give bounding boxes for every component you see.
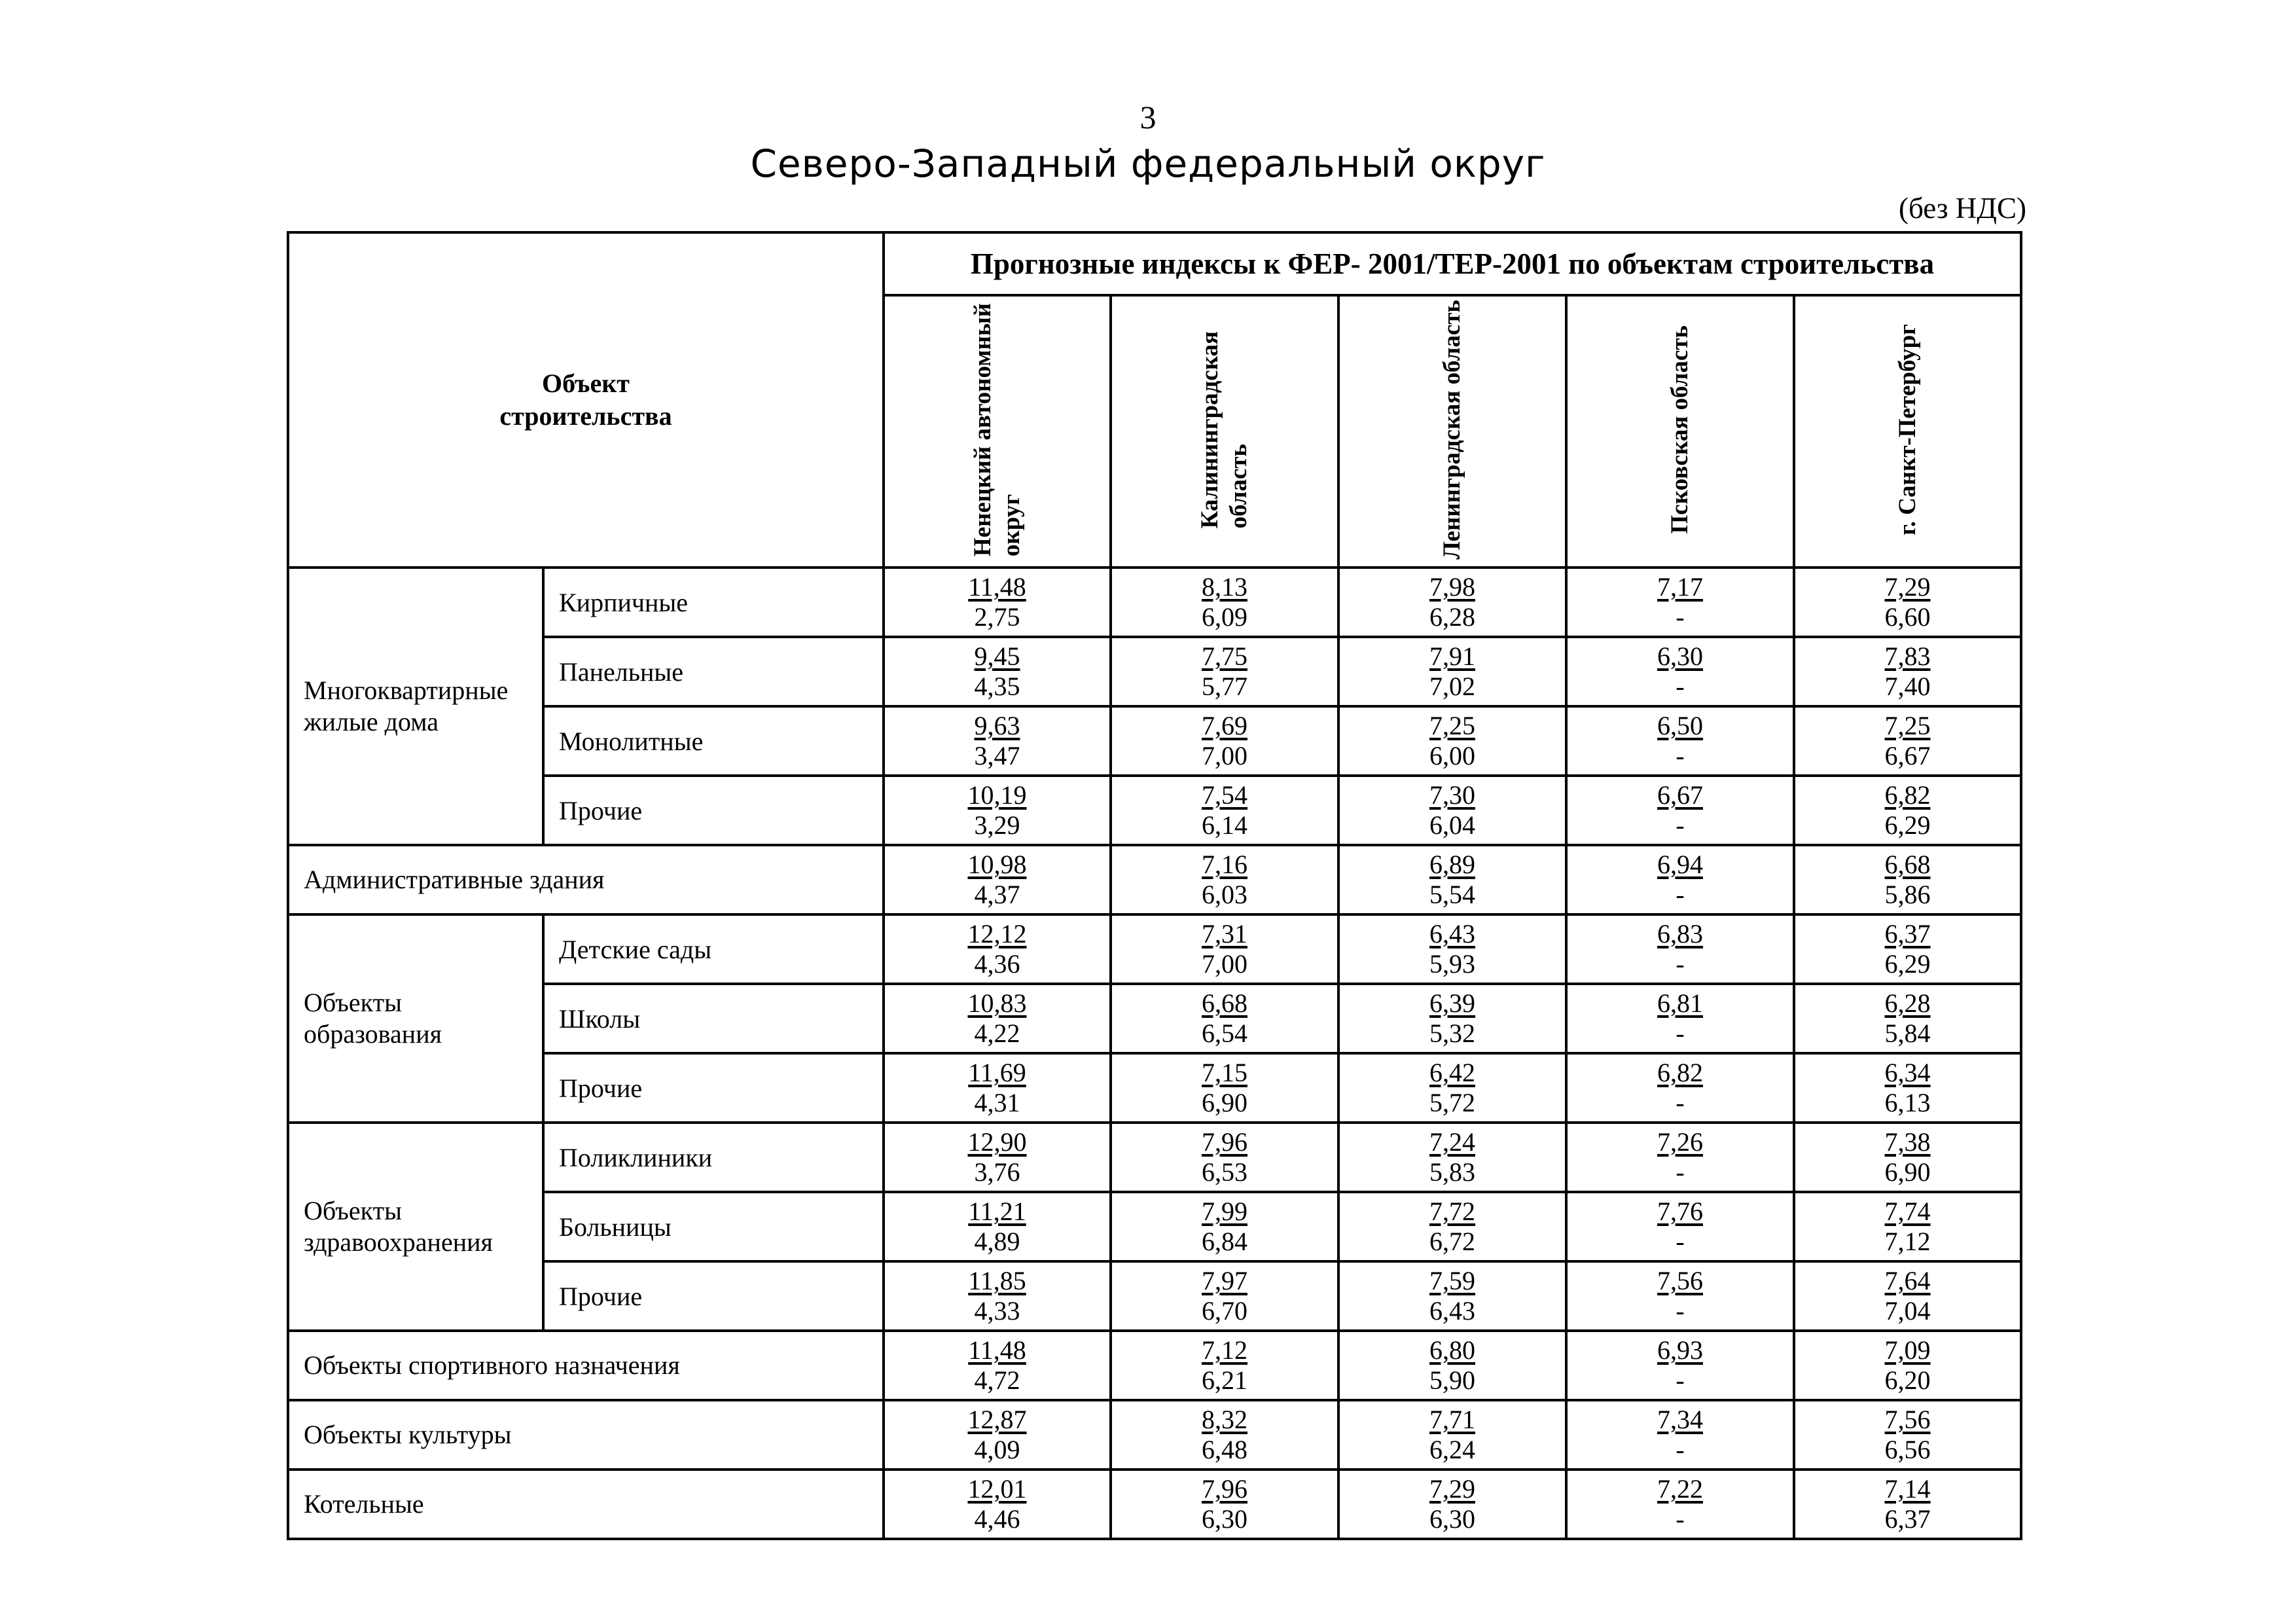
index-value-bottom: 6,56 [1884, 1435, 1931, 1464]
index-value-bottom: - [1676, 1157, 1685, 1187]
index-value-bottom: 7,02 [1429, 672, 1475, 701]
index-value-top: 7,56 [1884, 1405, 1931, 1434]
index-value-cell [884, 845, 1111, 914]
table-row [288, 637, 2021, 706]
index-value-top: 6,34 [1884, 1058, 1931, 1087]
index-value-bottom: 6,70 [1202, 1296, 1247, 1326]
index-value-cell [1111, 776, 1338, 845]
index-value-cell [1111, 1261, 1338, 1331]
index-value-top: 6,30 [1657, 641, 1703, 671]
index-value-top: 7,26 [1657, 1127, 1703, 1157]
index-value-cell [1111, 1053, 1338, 1123]
table-row [288, 984, 2021, 1053]
index-value-cell [1794, 984, 2021, 1053]
index-value-bottom: - [1676, 880, 1685, 909]
index-value-cell [1566, 637, 1794, 706]
index-value-top: 7,24 [1429, 1127, 1475, 1157]
index-value-bottom: - [1676, 1504, 1685, 1534]
index-value-cell [1794, 568, 2021, 637]
index-value-cell [1566, 568, 1794, 637]
index-value-top: 6,93 [1657, 1335, 1703, 1365]
index-value-bottom: 5,54 [1429, 880, 1475, 909]
index-value-bottom: - [1676, 949, 1685, 979]
index-value-cell [884, 1470, 1111, 1539]
index-value-top: 7,83 [1884, 641, 1931, 671]
subcategory-cell: Прочие [543, 776, 884, 845]
subcategory-cell: Кирпичные [543, 568, 884, 637]
index-value-cell [1566, 706, 1794, 776]
index-value-bottom: 6,09 [1202, 602, 1247, 632]
index-value-cell [1111, 914, 1338, 984]
category-cell: Объекты культуры [288, 1400, 884, 1470]
index-value-top: 6,82 [1657, 1058, 1703, 1087]
index-value-top: 7,22 [1657, 1474, 1703, 1504]
index-value-bottom: 6,28 [1429, 602, 1475, 632]
index-value-top: 7,98 [1429, 572, 1475, 602]
index-value-cell [1338, 637, 1566, 706]
index-value-top: 11,48 [968, 1335, 1026, 1365]
index-value-cell [884, 637, 1111, 706]
index-value-cell [884, 914, 1111, 984]
page-title: Северо-Западный федеральный округ [750, 141, 1546, 186]
category-cell: Многоквартирные жилые дома [288, 568, 543, 845]
index-value-bottom: 4,31 [974, 1088, 1020, 1117]
index-value-top: 12,87 [967, 1405, 1027, 1434]
index-value-bottom: 6,04 [1429, 810, 1475, 840]
subcategory-cell: Школы [543, 984, 884, 1053]
index-value-top: 6,43 [1429, 919, 1475, 948]
index-value-top: 7,16 [1202, 850, 1247, 879]
index-value-top: 9,45 [974, 641, 1020, 671]
index-value-cell [1111, 706, 1338, 776]
index-value-bottom: - [1676, 1296, 1685, 1326]
table-row [288, 914, 2021, 984]
index-value-bottom: 6,43 [1429, 1296, 1475, 1326]
index-value-cell [1794, 1400, 2021, 1470]
index-value-top: 6,89 [1429, 850, 1475, 879]
index-value-bottom: 2,75 [974, 602, 1020, 632]
index-value-cell [1794, 845, 2021, 914]
region-header-label: г. Санкт-Петербург [1893, 324, 1921, 535]
index-value-top: 6,42 [1429, 1058, 1475, 1087]
index-value-cell [1338, 1470, 1566, 1539]
table-header [288, 232, 2021, 568]
subcategory-cell: Детские сады [543, 914, 884, 984]
index-value-top: 7,12 [1202, 1335, 1247, 1365]
index-value-bottom: - [1676, 1019, 1685, 1048]
index-value-top: 7,31 [1202, 919, 1247, 948]
index-value-bottom: 6,48 [1202, 1435, 1247, 1464]
category-cell: Котельные [288, 1470, 884, 1539]
index-value-bottom: - [1676, 672, 1685, 701]
index-value-cell [1566, 1400, 1794, 1470]
table-body [288, 568, 2021, 1539]
index-value-top: 12,90 [967, 1127, 1027, 1157]
index-value-top: 7,71 [1429, 1405, 1475, 1434]
index-value-bottom: 6,72 [1429, 1227, 1475, 1256]
index-value-bottom: 6,03 [1202, 880, 1247, 909]
index-value-bottom: - [1676, 602, 1685, 632]
index-value-top: 8,13 [1202, 572, 1247, 602]
index-value-cell [1338, 776, 1566, 845]
index-value-top: 7,30 [1429, 780, 1475, 810]
index-value-bottom: 4,09 [974, 1435, 1020, 1464]
table-row [288, 1053, 2021, 1123]
subcategory-cell: Прочие [543, 1261, 884, 1331]
object-column-header [288, 232, 884, 568]
index-value-top: 8,32 [1202, 1405, 1247, 1434]
index-table [287, 231, 2022, 1540]
index-value-top: 11,48 [968, 572, 1026, 602]
index-value-cell [1111, 637, 1338, 706]
index-value-top: 6,94 [1657, 850, 1703, 879]
index-value-cell [1566, 1331, 1794, 1400]
index-value-top: 6,50 [1657, 711, 1703, 740]
index-value-bottom: 5,90 [1429, 1365, 1475, 1395]
index-value-bottom: 7,00 [1202, 741, 1247, 770]
table-row [288, 1261, 2021, 1331]
index-value-bottom: 6,13 [1884, 1088, 1931, 1117]
forecast-indices-header: Прогнозные индексы к ФЕР- 2001/ТЕР-2001 по объектам строительства [884, 232, 2021, 295]
index-value-bottom: 6,60 [1884, 602, 1931, 632]
index-value-bottom: - [1676, 1088, 1685, 1117]
subcategory-cell: Прочие [543, 1053, 884, 1123]
subcategory-cell: Поликлиники [543, 1123, 884, 1192]
index-value-cell [884, 1261, 1111, 1331]
index-value-top: 6,82 [1884, 780, 1931, 810]
index-value-top: 6,37 [1884, 919, 1931, 948]
index-value-top: 7,69 [1202, 711, 1247, 740]
index-value-cell [1794, 637, 2021, 706]
index-value-bottom: - [1676, 1227, 1685, 1256]
index-value-top: 7,38 [1884, 1127, 1931, 1157]
index-value-cell [1111, 845, 1338, 914]
index-value-cell [1338, 1331, 1566, 1400]
object-header-label: Объект строительства [499, 369, 672, 431]
index-value-top: 7,25 [1884, 711, 1931, 740]
region-header [884, 295, 1111, 568]
subcategory-cell: Панельные [543, 637, 884, 706]
index-value-top: 7,96 [1202, 1127, 1247, 1157]
region-header [1566, 295, 1794, 568]
table-row [288, 776, 2021, 845]
region-header-label: Псковская область [1666, 325, 1693, 534]
index-value-top: 7,59 [1429, 1266, 1475, 1295]
index-value-cell [1794, 1331, 2021, 1400]
table-row [288, 568, 2021, 637]
region-header-label: Калининградская область [1196, 331, 1252, 529]
index-value-cell [1338, 1261, 1566, 1331]
index-value-top: 7,97 [1202, 1266, 1247, 1295]
table-row [288, 1192, 2021, 1261]
index-value-bottom: 6,30 [1202, 1504, 1247, 1534]
index-value-cell [884, 1331, 1111, 1400]
index-value-cell [1111, 1400, 1338, 1470]
index-value-cell [1794, 706, 2021, 776]
index-value-cell [1566, 776, 1794, 845]
region-header-label: Ленинградская область [1439, 300, 1465, 560]
index-value-top: 6,39 [1429, 988, 1475, 1018]
index-value-bottom: 6,14 [1202, 810, 1247, 840]
index-value-cell [1566, 1470, 1794, 1539]
region-header [1338, 295, 1566, 568]
index-value-cell [884, 1192, 1111, 1261]
index-value-cell [1111, 1192, 1338, 1261]
index-value-bottom: 4,36 [974, 949, 1020, 979]
index-value-top: 7,96 [1202, 1474, 1247, 1504]
index-value-top: 7,25 [1429, 711, 1475, 740]
index-value-top: 10,98 [967, 850, 1027, 879]
index-value-cell [1111, 568, 1338, 637]
index-value-cell [884, 1053, 1111, 1123]
index-value-cell [884, 1123, 1111, 1192]
index-value-top: 10,19 [967, 780, 1027, 810]
index-value-bottom: 5,72 [1429, 1088, 1475, 1117]
index-value-cell [884, 706, 1111, 776]
table-row [288, 706, 2021, 776]
index-value-top: 7,29 [1429, 1474, 1475, 1504]
index-value-bottom: 7,04 [1884, 1296, 1931, 1326]
region-header [1111, 295, 1338, 568]
index-value-cell [1111, 1470, 1338, 1539]
index-value-top: 6,28 [1884, 988, 1931, 1018]
index-value-cell [1338, 1123, 1566, 1192]
category-cell: Административные здания [288, 845, 884, 914]
index-value-top: 11,21 [968, 1197, 1026, 1226]
category-cell: Объекты образования [288, 914, 543, 1123]
table-row [288, 1123, 2021, 1192]
index-value-top: 6,67 [1657, 780, 1703, 810]
index-value-cell [1566, 914, 1794, 984]
index-value-cell [1111, 1123, 1338, 1192]
index-value-bottom: 6,21 [1202, 1365, 1247, 1395]
index-value-bottom: 6,30 [1429, 1504, 1475, 1534]
index-value-bottom: 4,37 [974, 880, 1020, 909]
index-value-bottom: 6,29 [1884, 810, 1931, 840]
index-value-cell [884, 1400, 1111, 1470]
index-value-bottom: 4,89 [974, 1227, 1020, 1256]
index-value-top: 7,17 [1657, 572, 1703, 602]
index-value-cell [1566, 984, 1794, 1053]
index-value-top: 7,56 [1657, 1266, 1703, 1295]
index-value-cell [1566, 845, 1794, 914]
index-value-bottom: - [1676, 810, 1685, 840]
index-value-bottom: 6,53 [1202, 1157, 1247, 1187]
table-row [288, 845, 2021, 914]
index-value-cell [1566, 1123, 1794, 1192]
index-value-cell [1338, 1192, 1566, 1261]
page-number: 3 [1139, 99, 1157, 135]
index-value-cell [1338, 984, 1566, 1053]
index-value-cell [1794, 1123, 2021, 1192]
index-value-bottom: 7,40 [1884, 672, 1931, 701]
index-value-cell [1566, 1261, 1794, 1331]
index-value-top: 7,76 [1657, 1197, 1703, 1226]
index-value-cell [1111, 984, 1338, 1053]
index-value-top: 7,34 [1657, 1405, 1703, 1434]
index-value-top: 6,68 [1202, 988, 1247, 1018]
index-value-top: 7,09 [1884, 1335, 1931, 1365]
index-value-cell [1338, 1400, 1566, 1470]
index-value-top: 7,74 [1884, 1197, 1931, 1226]
index-value-bottom: 5,32 [1429, 1019, 1475, 1048]
index-value-bottom: 6,20 [1884, 1365, 1931, 1395]
index-value-top: 9,63 [974, 711, 1020, 740]
index-value-cell [884, 984, 1111, 1053]
index-value-bottom: 6,24 [1429, 1435, 1475, 1464]
index-value-cell [1794, 776, 2021, 845]
index-value-bottom: 5,83 [1429, 1157, 1475, 1187]
index-value-top: 6,83 [1657, 919, 1703, 948]
index-value-top: 6,81 [1657, 988, 1703, 1018]
index-value-cell [884, 776, 1111, 845]
index-value-bottom: 7,12 [1884, 1227, 1931, 1256]
index-value-bottom: 4,35 [974, 672, 1020, 701]
index-value-top: 12,12 [967, 919, 1027, 948]
index-value-top: 12,01 [967, 1474, 1027, 1504]
index-value-bottom: 5,93 [1429, 949, 1475, 979]
index-value-bottom: 6,00 [1429, 741, 1475, 770]
index-value-cell [1794, 914, 2021, 984]
index-value-cell [1338, 706, 1566, 776]
index-value-bottom: 4,33 [974, 1296, 1020, 1326]
index-value-bottom: 6,54 [1202, 1019, 1247, 1048]
index-value-bottom: 5,84 [1884, 1019, 1931, 1048]
index-value-bottom: - [1676, 1435, 1685, 1464]
index-value-top: 10,83 [967, 988, 1027, 1018]
index-value-top: 7,75 [1202, 641, 1247, 671]
index-value-bottom: 5,86 [1884, 880, 1931, 909]
index-value-top: 7,64 [1884, 1266, 1931, 1295]
index-value-top: 7,91 [1429, 641, 1475, 671]
index-value-top: 7,99 [1202, 1197, 1247, 1226]
index-value-bottom: 4,72 [974, 1365, 1020, 1395]
index-value-bottom: 6,90 [1202, 1088, 1247, 1117]
index-value-bottom: 3,76 [974, 1157, 1020, 1187]
index-value-top: 7,54 [1202, 780, 1247, 810]
index-value-cell [1794, 1053, 2021, 1123]
index-value-bottom: 5,77 [1202, 672, 1247, 701]
index-value-cell [1338, 845, 1566, 914]
index-value-bottom: - [1676, 741, 1685, 770]
index-value-bottom: 6,67 [1884, 741, 1931, 770]
index-value-cell [1794, 1470, 2021, 1539]
table-row [288, 1400, 2021, 1470]
index-value-bottom: 7,00 [1202, 949, 1247, 979]
index-value-top: 7,72 [1429, 1197, 1475, 1226]
index-value-top: 7,14 [1884, 1474, 1931, 1504]
category-cell: Объекты спортивного назначения [288, 1331, 884, 1400]
vat-note: (без НДС) [1898, 192, 2026, 225]
index-value-bottom: 4,46 [974, 1504, 1020, 1534]
index-value-bottom: 4,22 [974, 1019, 1020, 1048]
subcategory-cell: Больницы [543, 1192, 884, 1261]
index-value-cell [1111, 1331, 1338, 1400]
index-value-top: 11,85 [968, 1266, 1026, 1295]
category-cell: Объекты здравоохранения [288, 1123, 543, 1331]
table-row [288, 1331, 2021, 1400]
index-value-cell [1794, 1261, 2021, 1331]
index-value-bottom: 6,29 [1884, 949, 1931, 979]
index-value-cell [1566, 1192, 1794, 1261]
index-value-top: 6,68 [1884, 850, 1931, 879]
index-value-cell [1338, 1053, 1566, 1123]
region-header-label: Ненецкий автономный округ [969, 302, 1025, 557]
index-value-top: 7,29 [1884, 572, 1931, 602]
index-value-top: 6,80 [1429, 1335, 1475, 1365]
index-value-bottom: 3,47 [974, 741, 1020, 770]
index-value-cell [1794, 1192, 2021, 1261]
index-value-cell [1566, 1053, 1794, 1123]
index-value-bottom: 6,37 [1884, 1504, 1931, 1534]
index-value-bottom: 3,29 [974, 810, 1020, 840]
index-value-top: 11,69 [968, 1058, 1026, 1087]
index-value-bottom: 6,90 [1884, 1157, 1931, 1187]
region-header [1794, 295, 2021, 568]
index-value-cell [1338, 914, 1566, 984]
subcategory-cell: Монолитные [543, 706, 884, 776]
index-value-cell [1338, 568, 1566, 637]
index-value-top: 7,15 [1202, 1058, 1247, 1087]
table-row [288, 1470, 2021, 1539]
index-value-bottom: 6,84 [1202, 1227, 1247, 1256]
index-value-cell [884, 568, 1111, 637]
index-value-bottom: - [1676, 1365, 1685, 1395]
